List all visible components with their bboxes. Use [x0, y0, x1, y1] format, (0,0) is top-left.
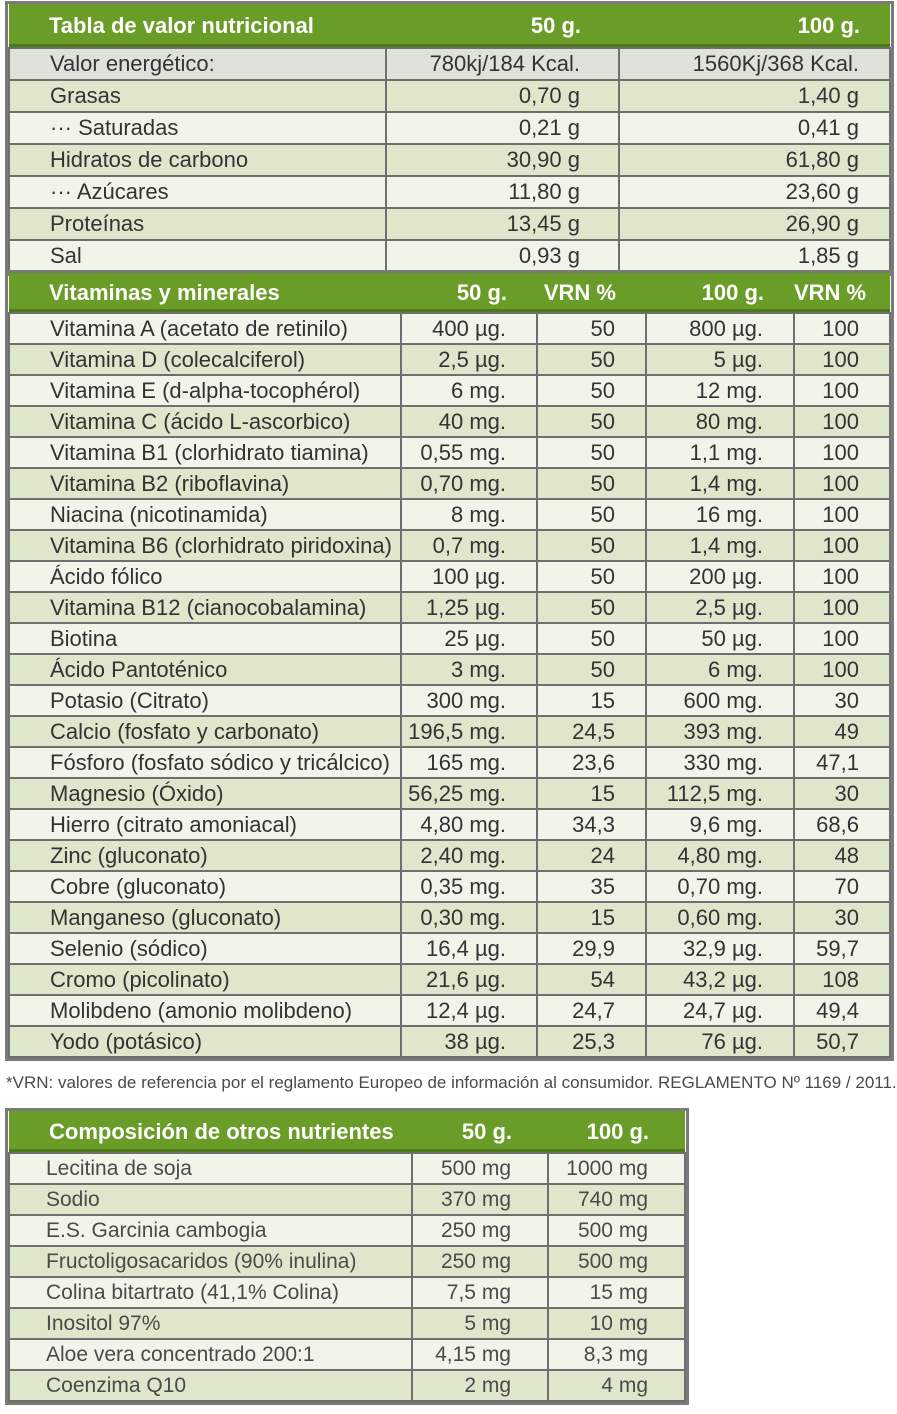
row-value: 50 [537, 313, 646, 344]
table-row [9, 344, 890, 375]
row-value: 100 [794, 344, 890, 375]
row-value: 500 mg [412, 1153, 548, 1184]
row-value: 0,41 g [619, 112, 890, 144]
row-value: 11,80 g [386, 176, 619, 208]
table-row [9, 1277, 685, 1308]
row-value: 50 [537, 654, 646, 685]
row-label: Inositol 97% [9, 1308, 412, 1339]
row-value: 0,70 mg. [646, 871, 794, 902]
table-row [9, 144, 890, 176]
row-value: 59,7 [794, 933, 890, 964]
vitamins-col-vrn100: VRN % [794, 279, 867, 305]
row-value: 7,5 mg [412, 1277, 548, 1308]
row-value: 112,5 mg. [646, 778, 794, 809]
table-row [9, 468, 890, 499]
row-label: ··· Saturadas [9, 112, 386, 144]
table-row [9, 530, 890, 561]
row-label: Vitamina A (acetato de retinilo) [9, 313, 401, 344]
row-value: 34,3 [537, 809, 646, 840]
row-value: 250 mg [412, 1215, 548, 1246]
row-value: 100 [794, 499, 890, 530]
other-header-row [9, 1111, 685, 1153]
row-label: Cobre (gluconato) [9, 871, 401, 902]
row-value: 100 [794, 468, 890, 499]
table-row [9, 80, 890, 112]
row-value: 100 [794, 654, 890, 685]
row-value: 100 [794, 375, 890, 406]
row-label: Vitamina B12 (cianocobalamina) [9, 592, 401, 623]
table-row [9, 747, 890, 778]
row-value: 24,5 [537, 716, 646, 747]
row-value: 30 [794, 778, 890, 809]
other-title: Composición de otros nutrientes [49, 1118, 394, 1144]
table-row [9, 406, 890, 437]
row-value: 49 [794, 716, 890, 747]
row-value: 1,40 g [619, 80, 890, 112]
row-label: Vitamina D (colecalciferol) [9, 344, 401, 375]
nutrition-table [8, 4, 891, 273]
table-row [9, 592, 890, 623]
row-value: 80 mg. [646, 406, 794, 437]
row-value: 0,7 mg. [401, 530, 537, 561]
table-row [9, 778, 890, 809]
nutrition-title: Tabla de valor nutricional [49, 12, 314, 38]
vitamins-header-row [9, 273, 890, 313]
row-value: 400 µg. [401, 313, 537, 344]
row-value: 23,60 g [619, 176, 890, 208]
row-value: 0,21 g [386, 112, 619, 144]
table-row [9, 623, 890, 654]
row-value: 3 mg. [401, 654, 537, 685]
row-value: 9,6 mg. [646, 809, 794, 840]
row-value: 54 [537, 964, 646, 995]
row-label: Molibdeno (amonio molibdeno) [9, 995, 401, 1026]
row-value: 1560Kj/368 Kcal. [619, 48, 890, 80]
row-value: 5 mg [412, 1308, 548, 1339]
row-value: 330 mg. [646, 747, 794, 778]
row-value: 800 µg. [646, 313, 794, 344]
row-label: Sodio [9, 1184, 412, 1215]
row-label: Cromo (picolinato) [9, 964, 401, 995]
row-value: 49,4 [794, 995, 890, 1026]
row-value: 0,30 mg. [401, 902, 537, 933]
row-label: Proteínas [9, 208, 386, 240]
row-value: 393 mg. [646, 716, 794, 747]
row-value: 24,7 µg. [646, 995, 794, 1026]
row-value: 165 mg. [401, 747, 537, 778]
row-value: 300 mg. [401, 685, 537, 716]
table-row [9, 375, 890, 406]
row-value: 2,5 µg. [646, 592, 794, 623]
table-row [9, 1153, 685, 1184]
table-row [9, 933, 890, 964]
row-label: Vitamina E (d-alpha-tocophérol) [9, 375, 401, 406]
nutrition-col-50g: 50 g. [530, 12, 581, 38]
row-value: 100 µg. [401, 561, 537, 592]
table-row [9, 499, 890, 530]
table-row [9, 654, 890, 685]
row-value: 15 [537, 778, 646, 809]
row-value: 50 [537, 344, 646, 375]
row-label: Ácido fólico [9, 561, 401, 592]
row-label: Vitamina B2 (riboflavina) [9, 468, 401, 499]
row-value: 4,80 mg. [646, 840, 794, 871]
row-value: 0,60 mg. [646, 902, 794, 933]
row-value: 5 µg. [646, 344, 794, 375]
table-row [9, 240, 890, 272]
table-row [9, 1026, 890, 1057]
row-value: 10 mg [548, 1308, 685, 1339]
row-value: 50 [537, 561, 646, 592]
row-value: 32,9 µg. [646, 933, 794, 964]
table-row [9, 1246, 685, 1277]
row-value: 23,6 [537, 747, 646, 778]
table-row [9, 112, 890, 144]
row-value: 500 mg [548, 1215, 685, 1246]
row-value: 8 mg. [401, 499, 537, 530]
row-value: 100 [794, 623, 890, 654]
row-label: Manganeso (gluconato) [9, 902, 401, 933]
table-row [9, 561, 890, 592]
row-value: 0,70 g [386, 80, 619, 112]
table-row [9, 176, 890, 208]
row-value: 100 [794, 406, 890, 437]
row-value: 1,4 mg. [646, 530, 794, 561]
table-row [9, 964, 890, 995]
row-value: 16,4 µg. [401, 933, 537, 964]
row-value: 68,6 [794, 809, 890, 840]
row-value: 196,5 mg. [401, 716, 537, 747]
row-value: 15 [537, 902, 646, 933]
row-label: Biotina [9, 623, 401, 654]
row-label: Yodo (potásico) [9, 1026, 401, 1057]
table-row [9, 902, 890, 933]
table-row [9, 1184, 685, 1215]
row-label: Vitamina C (ácido L-ascorbico) [9, 406, 401, 437]
row-value: 780kj/184 Kcal. [386, 48, 619, 80]
row-value: 2,5 µg. [401, 344, 537, 375]
row-value: 6 mg. [401, 375, 537, 406]
vrn-footnote: *VRN: valores de referencia por el reglamento Europeo de información al consumidor. REGLAMENTO Nº 1169 / 2011. [6, 1073, 897, 1092]
row-value: 30 [794, 902, 890, 933]
table-row [9, 716, 890, 747]
row-value: 6 mg. [646, 654, 794, 685]
row-value: 50 [537, 437, 646, 468]
row-label: E.S. Garcinia cambogia [9, 1215, 412, 1246]
row-label: Sal [9, 240, 386, 272]
row-label: Colina bitartrato (41,1% Colina) [9, 1277, 412, 1308]
row-value: 100 [794, 530, 890, 561]
row-label: Niacina (nicotinamida) [9, 499, 401, 530]
row-value: 76 µg. [646, 1026, 794, 1057]
table-row [9, 1308, 685, 1339]
table-row [9, 840, 890, 871]
row-value: 250 mg [412, 1246, 548, 1277]
table-row [9, 809, 890, 840]
row-value: 0,93 g [386, 240, 619, 272]
table-row [9, 208, 890, 240]
row-value: 12,4 µg. [401, 995, 537, 1026]
nutrition-col-100g: 100 g. [797, 12, 860, 38]
row-label: Coenzima Q10 [9, 1370, 412, 1401]
table-row [9, 313, 890, 344]
row-value: 1,4 mg. [646, 468, 794, 499]
row-value: 13,45 g [386, 208, 619, 240]
row-value: 1,1 mg. [646, 437, 794, 468]
row-value: 370 mg [412, 1184, 548, 1215]
row-label: Vitamina B1 (clorhidrato tiamina) [9, 437, 401, 468]
vitamins-table [8, 273, 891, 1058]
row-value: 2,40 mg. [401, 840, 537, 871]
row-value: 56,25 mg. [401, 778, 537, 809]
row-value: 50 [537, 592, 646, 623]
row-value: 12 mg. [646, 375, 794, 406]
row-label: Hidratos de carbono [9, 144, 386, 176]
table-row [9, 1215, 685, 1246]
row-value: 50 [537, 499, 646, 530]
row-value: 8,3 mg [548, 1339, 685, 1370]
row-label: Aloe vera concentrado 200:1 [9, 1339, 412, 1370]
row-label: Hierro (citrato amoniacal) [9, 809, 401, 840]
row-value: 500 mg [548, 1246, 685, 1277]
row-label: Selenio (sódico) [9, 933, 401, 964]
row-value: 24,7 [537, 995, 646, 1026]
row-value: 50 [537, 623, 646, 654]
row-label: Fructoligosacaridos (90% inulina) [9, 1246, 412, 1277]
row-value: 4,80 mg. [401, 809, 537, 840]
row-value: 1,85 g [619, 240, 890, 272]
row-label: Grasas [9, 80, 386, 112]
row-value: 25,3 [537, 1026, 646, 1057]
row-value: 16 mg. [646, 499, 794, 530]
row-label: Magnesio (Óxido) [9, 778, 401, 809]
row-value: 1000 mg [548, 1153, 685, 1184]
vitamins-col-100g: 100 g. [701, 279, 764, 305]
table-row [9, 437, 890, 468]
row-label: Valor energético: [9, 48, 386, 80]
row-value: 26,90 g [619, 208, 890, 240]
table-row [9, 1339, 685, 1370]
row-label: ··· Azúcares [9, 176, 386, 208]
row-value: 38 µg. [401, 1026, 537, 1057]
vitamins-col-50g: 50 g. [456, 279, 507, 305]
row-label: Fósforo (fosfato sódico y tricálcico) [9, 747, 401, 778]
row-value: 50 [537, 530, 646, 561]
row-label: Potasio (Citrato) [9, 685, 401, 716]
row-value: 21,6 µg. [401, 964, 537, 995]
table-row [9, 1370, 685, 1401]
vitamins-title: Vitaminas y minerales [49, 279, 280, 305]
row-value: 100 [794, 437, 890, 468]
row-value: 61,80 g [619, 144, 890, 176]
row-value: 15 [537, 685, 646, 716]
row-value: 50 [537, 468, 646, 499]
table-row [9, 685, 890, 716]
row-value: 100 [794, 561, 890, 592]
row-value: 600 mg. [646, 685, 794, 716]
row-value: 0,55 mg. [401, 437, 537, 468]
row-value: 50 [537, 406, 646, 437]
row-value: 25 µg. [401, 623, 537, 654]
row-value: 48 [794, 840, 890, 871]
row-label: Lecitina de soja [9, 1153, 412, 1184]
row-label: Calcio (fosfato y carbonato) [9, 716, 401, 747]
row-value: 24 [537, 840, 646, 871]
row-value: 4 mg [548, 1370, 685, 1401]
row-value: 2 mg [412, 1370, 548, 1401]
other-col-100g: 100 g. [586, 1118, 649, 1144]
table-row [9, 995, 890, 1026]
row-value: 70 [794, 871, 890, 902]
row-label: Ácido Pantoténico [9, 654, 401, 685]
row-label: Zinc (gluconato) [9, 840, 401, 871]
row-value: 0,35 mg. [401, 871, 537, 902]
nutrition-header-row [9, 4, 890, 48]
row-label: Vitamina B6 (clorhidrato piridoxina) [9, 530, 401, 561]
table-row [9, 48, 890, 80]
other-nutrients-table [8, 1111, 686, 1402]
row-value: 43,2 µg. [646, 964, 794, 995]
row-value: 50 µg. [646, 623, 794, 654]
row-value: 1,25 µg. [401, 592, 537, 623]
vitamins-col-vrn50: VRN % [543, 279, 616, 305]
row-value: 50,7 [794, 1026, 890, 1057]
row-value: 4,15 mg [412, 1339, 548, 1370]
row-value: 50 [537, 375, 646, 406]
row-value: 15 mg [548, 1277, 685, 1308]
row-value: 30 [794, 685, 890, 716]
row-value: 0,70 mg. [401, 468, 537, 499]
row-value: 108 [794, 964, 890, 995]
other-col-50g: 50 g. [461, 1118, 512, 1144]
row-value: 30,90 g [386, 144, 619, 176]
row-value: 740 mg [548, 1184, 685, 1215]
table-row [9, 871, 890, 902]
row-value: 35 [537, 871, 646, 902]
row-value: 40 mg. [401, 406, 537, 437]
row-value: 200 µg. [646, 561, 794, 592]
row-value: 47,1 [794, 747, 890, 778]
row-value: 100 [794, 592, 890, 623]
row-value: 29,9 [537, 933, 646, 964]
row-value: 100 [794, 313, 890, 344]
